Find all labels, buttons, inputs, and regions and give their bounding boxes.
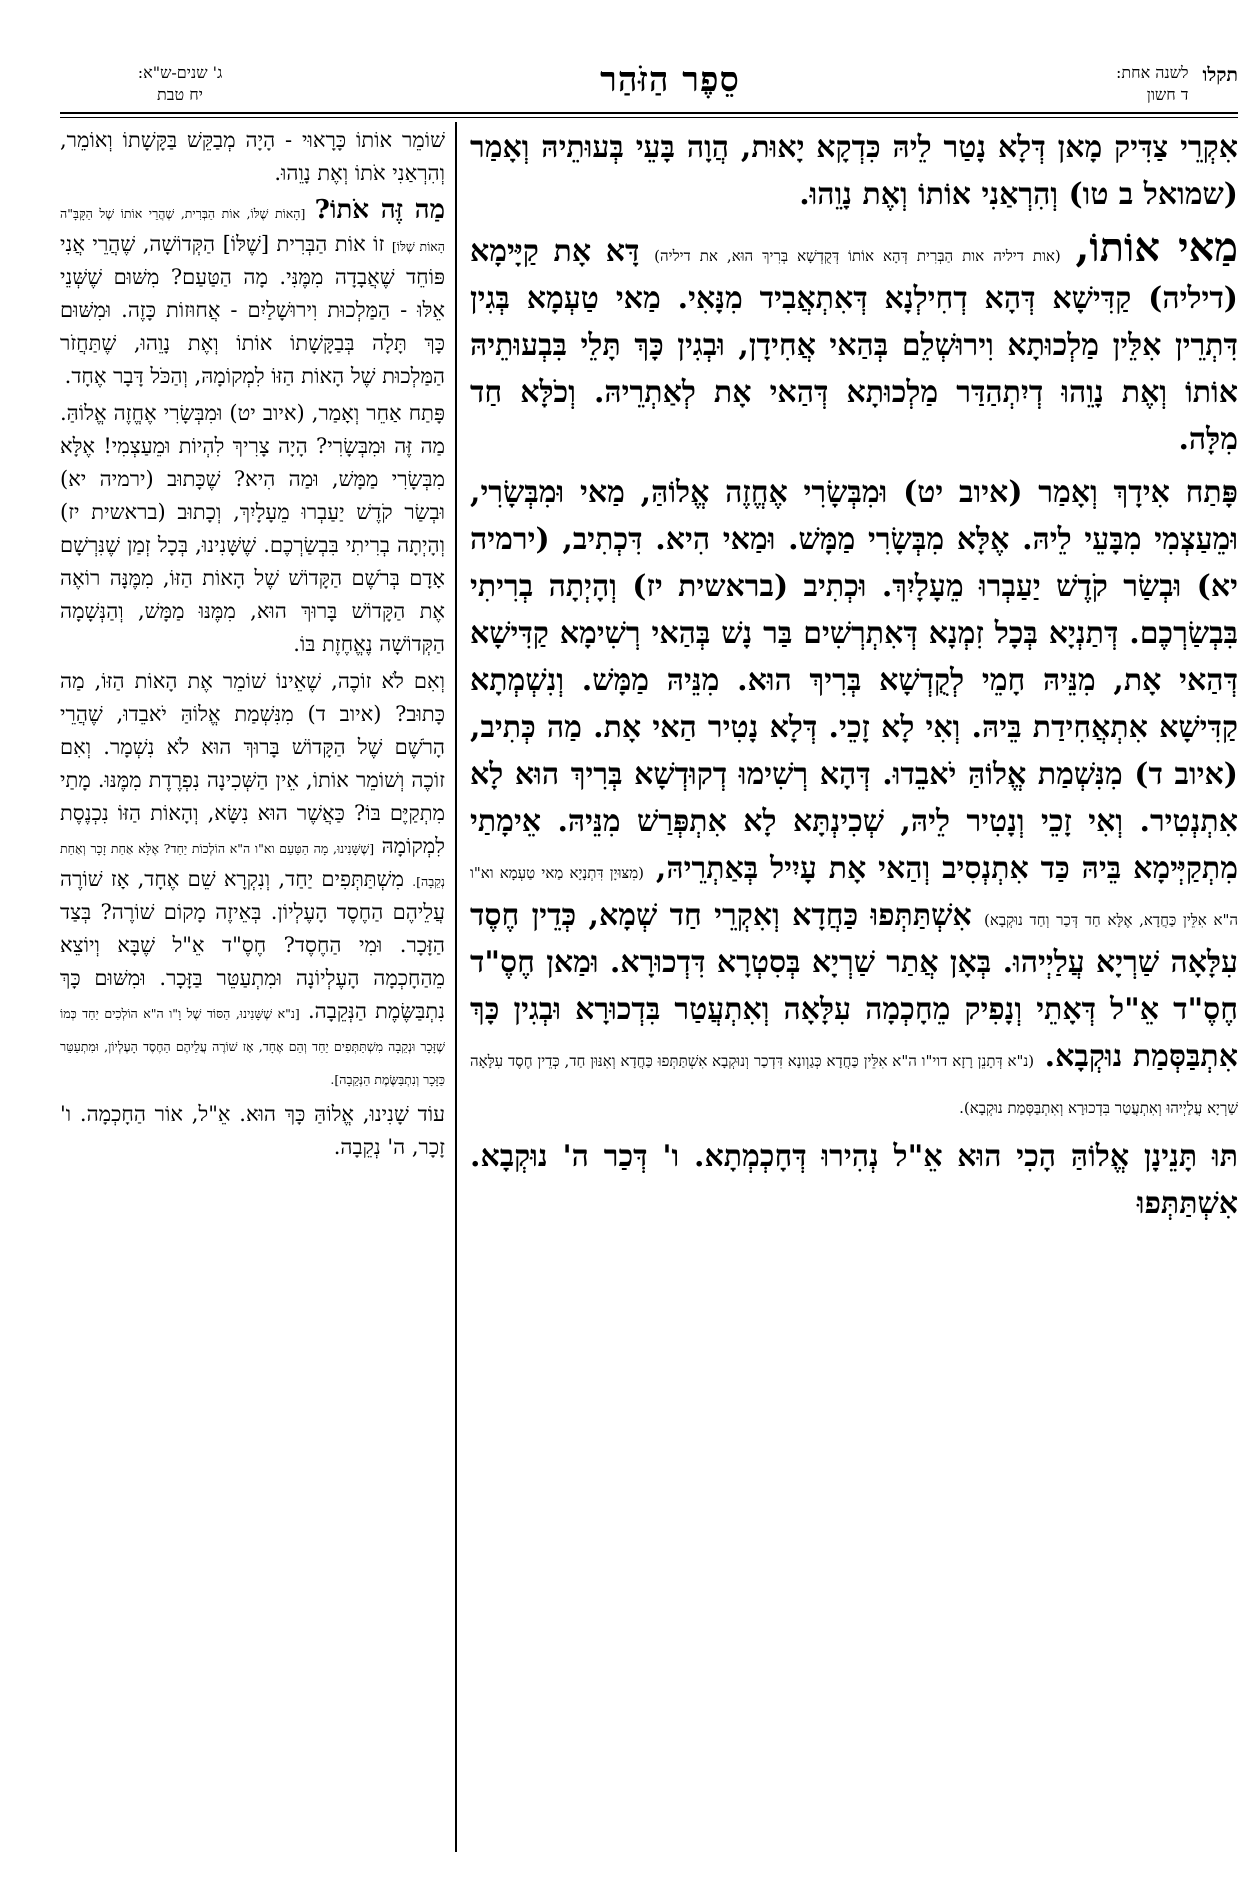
side-schedule-cycle: ג' שנים-ש"א: <box>137 63 223 82</box>
side-paragraph-2 <box>60 194 445 393</box>
side-schedule <box>60 62 300 106</box>
main-paragraph-4: תּוּ תָּנֵינָן אֱלוֹהַּ הָכִי הוּא אֵ"ל נְהִירוּ דְּחָכְמְתָא. ו' דְּכַר ה' נוּקְבָא. אִשְׁתַּתְּפוּ <box>470 1139 1238 1221</box>
side-paragraph-3: פָּתַח אַחֵר וְאָמַר, (איוב יט) וּמִבְּשָׂרִי אֶחֱזֶה אֱלוֹהַּ. מַה זֶּה וּמִבְּשָׂרִי? הָיָה צָרִיךְ לִהְיוֹת וּמֵעַצְמִי! אֶלָּא מִבְּשָׂרִי מַמָּשׁ, וּמַה הִיא? שֶׁכָּתוּב (ירמיה יא) וּבְשַׂר קֹדֶשׁ יַעַבְרוּ מֵעָלָיִךְ, וְכָתוּב (בראשית יז) וְהָיְתָה בְרִיתִי בִּבְשַׂרְכֶם. שֶׁשָּׁנִינוּ, בְּכָל זְמַן שֶׁנִּרְשָׁם אָדָם בְּרֹשֶׁם הַקָּדוֹשׁ שֶׁל הָאוֹת הַזּוֹ, מִמֶּנָּה רוֹאֶה אֶת הַקָּדוֹשׁ בָּרוּךְ הוּא, מִמֶּנּוּ מַמָּשׁ, וְהַנְּשָׁמָה הַקְּדוֹשָׁה נֶאֱחֶזֶת בּוֹ. <box>60 401 445 656</box>
side-paragraph-4-note: [שֶׁשָּׁנִינוּ, מָה הַטַּעַם וא"ו ה"א הוֹלְכוֹת יַחַד? אֶלָּא אַחַת זָכָר וְאַחַת נְקֵבָה]. <box>60 841 445 889</box>
main-paragraph-3-note-2: (נ"א דְּתָנֵן רָזָא דוי"ו ה"א אִלֵּין כַּחֲדָא כְּגַוְונָא דִּדְכַר וְנוּקְבָא אִשְׁתַּתְּפוּ כַּחֲדָא וְאִנּוּן חַד, כְּדֵין חֶסֶד עִלָּאָה שַׁרְיָא עֲלַיְיהוּ וְאִתְעֲטַר בִּדְכוּרָא וְאִתְבַּסְּמַת נוּקְבָא). <box>470 1052 1238 1117</box>
schedule-cycle: לשנה אחת: <box>1115 63 1189 82</box>
schedule-day: ד חשון <box>1146 85 1189 104</box>
side-paragraph-4-end: מִשְׁתַּתְּפִים יַחַד, וְנִקְרָא שֵׁם אֶחָד, אָז שׁוֹרֶה עֲלֵיהֶם הַחֶסֶד הָעֶלְיוֹן. בְּאֵיזֶה מָקוֹם שׁוֹרֶה? בְּצַד הַזָּכָר. וּמִי הַחֶסֶד? חֶסֶ"ד אֵ"ל שֶׁבָּא וְיוֹצֵא מֵהַחָכְמָה הָעֶלְיוֹנָה וּמִתְעַטֵּר בַּזָּכָר. וּמִשּׁוּם כָּךְ נִתְבַּשֶּׂמֶת הַנְּקֵבָה. <box>60 867 445 1023</box>
main-column-aramaic <box>470 124 1238 1844</box>
main-paragraph-3 <box>470 469 1238 1127</box>
main-paragraph-1: אִקְרֵי צַדִּיק מָאן דְּלָא נָטַר לֵיהּ כִּדְקָא יָאוּת, הֲוָה בָּעֵי בְּעוּתֵיהּ וְאָמַר (שמואל ב טו) וְהִרְאַנִי אוֹתוֹ וְאֶת נָוֵהוּ. <box>470 130 1238 212</box>
page <box>60 62 1238 1852</box>
side-paragraph-4 <box>60 665 445 1094</box>
header-rule <box>60 112 1238 114</box>
main-paragraph-2-body: דָּא אָת קַיָּימָא (דיליה) קַדִּישָׁא דְּהָא דְחִילְנָא דְּאִתְאֲבִיד מִנָּאִי. מַאי טַעְמָא בְּגִין דִּתְרֵין אִלֵּין מַלְכוּתָא וִירוּשְׁלֵם בְּהַאי אֲחִידָן, וּבְגִין כָּךְ תָּלֵי בִּבְעוּתֵיהּ אוֹתוֹ וְאֶת נָוֵהוּ דְיִתְהַדַּר מַלְכוּתָא דְּהַאי אָת לְאַתְרֵיהּ. וְכֹלָּא חַד מִלָּה. <box>470 234 1238 457</box>
side-schedule-day: יח טבת <box>157 85 203 104</box>
book-title: סֵפֶר הַזֹּהַר <box>600 60 740 100</box>
side-paragraph-2-note: [הָאוֹת שֶׁלּוֹ, אוֹת הַבְּרִית, שֶׁהֲרֵי אוֹתוֹ שֶׁל הַקָּבָּ"ה הָאוֹת שֶׁלּוֹ] <box>60 206 445 254</box>
side-column-hebrew <box>60 124 445 1844</box>
side-paragraph-4-body: וְאִם לֹא זוֹכֶה, שֶׁאֵינוֹ שׁוֹמֵר אֶת הָאוֹת הַזּוֹ, מַה כָּתוּב? (איוב ד) מִנִּשְׁמַת אֱלוֹהַּ יֹאבֵדוּ, שֶׁהֲרֵי הָרֹשֶׁם שֶׁל הַקָּדוֹשׁ בָּרוּךְ הוּא לֹא נִשְׁמָר. וְאִם זוֹכֶה וְשׁוֹמֵר אוֹתוֹ, אֵין הַשְּׁכִינָה נִפְרֶדֶת מִמֶּנּוּ. מָתַי מִתְקַיֶּם בּוֹ? כַּאֲשֶׁר הוּא נִשָּׂא, וְהָאוֹת הַזּוֹ נִכְנֶסֶת לִמְקוֹמָהּ <box>60 669 445 858</box>
main-paragraph-3-note: (מִצּוּיָן דִּתְנָיָא מַאי טַעְמָא וא"ו ה"א אִלֵּין כַּחֲדָא, אֶלָּא חַד דְּכַר וְחַד נוּקְבָא) <box>470 864 1238 929</box>
page-header <box>60 62 1238 118</box>
main-paragraph-2 <box>470 224 1238 463</box>
side-paragraph-1: שׁוֹמֵר אוֹתוֹ כָּרָאוּי - הָיָה מְבַקֵּשׁ בַּקָּשָׁתוֹ וְאוֹמֵר, וְהִרְאַנִי אֹתוֹ וְאֶת נָוֵהוּ. <box>60 128 445 185</box>
side-paragraph-4-note-2: [נ"א שֶׁשָּׁנִינוּ, הַסּוֹד שֶׁל וָ"ו ה"א הוֹלְכִים יַחַד כְּמוֹ שֶׁזָּכָר וּנְקֵבָה מִשְׁתַּתְּפִים יַחַד וְהֵם אֶחָד, אָז שׁוֹרֶה עֲלֵיהֶם הַחֶסֶד הָעֶלְיוֹן, וּמִתְעַטֵּר כַּזָּכָר וְנִתְבַּשֶּׂמֶת הַנְּקֵבָה]. <box>60 1006 445 1087</box>
daily-schedule <box>1116 62 1189 106</box>
main-paragraph-3-end: אִשְׁתַּתְּפוּ כַּחֲדָא וְאִקְרֵי חַד שְׁמָא, כְּדֵין חֶסֶד עִלָּאָה שַׁרְיָא עֲלַיְיהוּ. בְּאָן אֲתַר שַׁרְיָא בְּסִטְרָא דִּדְכוּרָא. וּמַאן חֶסֶ"ד חֶסֶ"ד אֵ"ל דְּאָתֵי וְנָפִיק מֵחָכְמָה עִלָּאָה וְאִתְעֲטַר בִּדְכוּרָא וּבְגִין כָּךְ אִתְבַּסְּמַת נוּקְבָא. <box>470 898 1238 1074</box>
side-paragraph-5: עוֹד שָׁנִינוּ, אֱלוֹהַּ כָּךְ הוּא. אֵ"ל, אוֹר הַחָכְמָה. ו' זָכָר, ה' נְקֵבָה. <box>60 1102 445 1159</box>
header-rule-thin <box>60 117 1238 118</box>
column-divider <box>455 122 457 1852</box>
header-right <box>1116 62 1238 106</box>
page-number: תקלו <box>1202 64 1238 86</box>
main-paragraph-2-note: (אות דיליה אות הַבְּרִית דְּהָא אוֹתוֹ דְּקֻדְשָׁא בְּרִיךְ הוּא, את דיליה) <box>654 247 1061 265</box>
main-paragraph-3-body: פָּתַח אִידָךְ וְאָמַר (איוב יט) וּמִבְּשָׂרִי אֶחֱזֶה אֱלוֹהַּ, מַאי וּמִבְּשָׂרִי, וּמֵעַצְמִי מִבָּעֵי לֵיהּ. אֶלָּא מִבְּשָׂרִי מַמָּשׁ. וּמַאי הִיא. דִּכְתִיב, (ירמיה יא) וּבְשַׂר קֹדֶשׁ יַעַבְרוּ מֵעָלָיִךְ. וּכְתִיב (בראשית יז) וְהָיְתָה בְרִיתִי בִּבְשַׂרְכֶם. דְּתַנְיָא בְּכָל זִמְנָא דְּאִתְרְשִׁים בַּר נָשׁ בְּהַאי רְשִׁימָא קַדִּישָׁא דְּהַאי אָת, מִנֵּיהּ חָמֵי לְקֻדְשָׁא בְּרִיךְ הוּא. מִנֵּיהּ מַמָּשׁ. וְנִשְׁמְתָא קַדִּישָׁא אִתְאֲחִידַת בֵּיהּ. וְאִי לָא זָכֵי. דְּלָא נָטִיר הַאי אָת. מַה כְּתִיב, (איוב ד) מִנִּשְׁמַת אֱלוֹהַּ יֹאבֵדוּ. דְּהָא רְשִׁימוּ דְקוּדְשָׁא בְּרִיךְ הוּא לָא אִתְנְטִיר. וְאִי זָכֵי וְנָטִיר לֵיהּ, שְׁכִינְתָּא לָא אִתְפְּרַשׁ מִנֵּיהּ. אֵימָתַי מִתְקַיְּימָא בֵּיהּ כַּד אִתְנְסִיב וְהַאי אָת עָיִיל בְּאַתְרֵיהּ, <box>470 475 1238 886</box>
side-paragraph-2-opening: מַה זֶּה אֹתוֹ? <box>314 195 445 225</box>
side-paragraph-2-body: זוֹ אוֹת הַבְּרִית [שֶׁלּוֹ] הַקְּדוֹשָׁה, שֶׁהֲרֵי אֲנִי פּוֹחֵד שֶׁאֲבָדָה מִמֶּנִּי. מָה הַטַּעַם? מִשּׁוּם שֶׁשְּׁנֵי אֵלּוּ - הַמַּלְכוּת וִירוּשָׁלַיִם - אֲחוּזוֹת כָּזֶה. וּמִשּׁוּם כָּךְ תָּלָה בְּבַקָּשָׁתוֹ אוֹתוֹ וְאֶת נָוֵהוּ, שֶׁתַּחֲזֹר הַמַּלְכוּת שֶׁל הָאוֹת הַזּוֹ לִמְקוֹמָהּ, וְהַכֹּל דָּבָר אֶחָד. <box>60 232 445 388</box>
main-paragraph-2-opening: מַאי אוֹתוֹ, <box>1075 224 1238 271</box>
